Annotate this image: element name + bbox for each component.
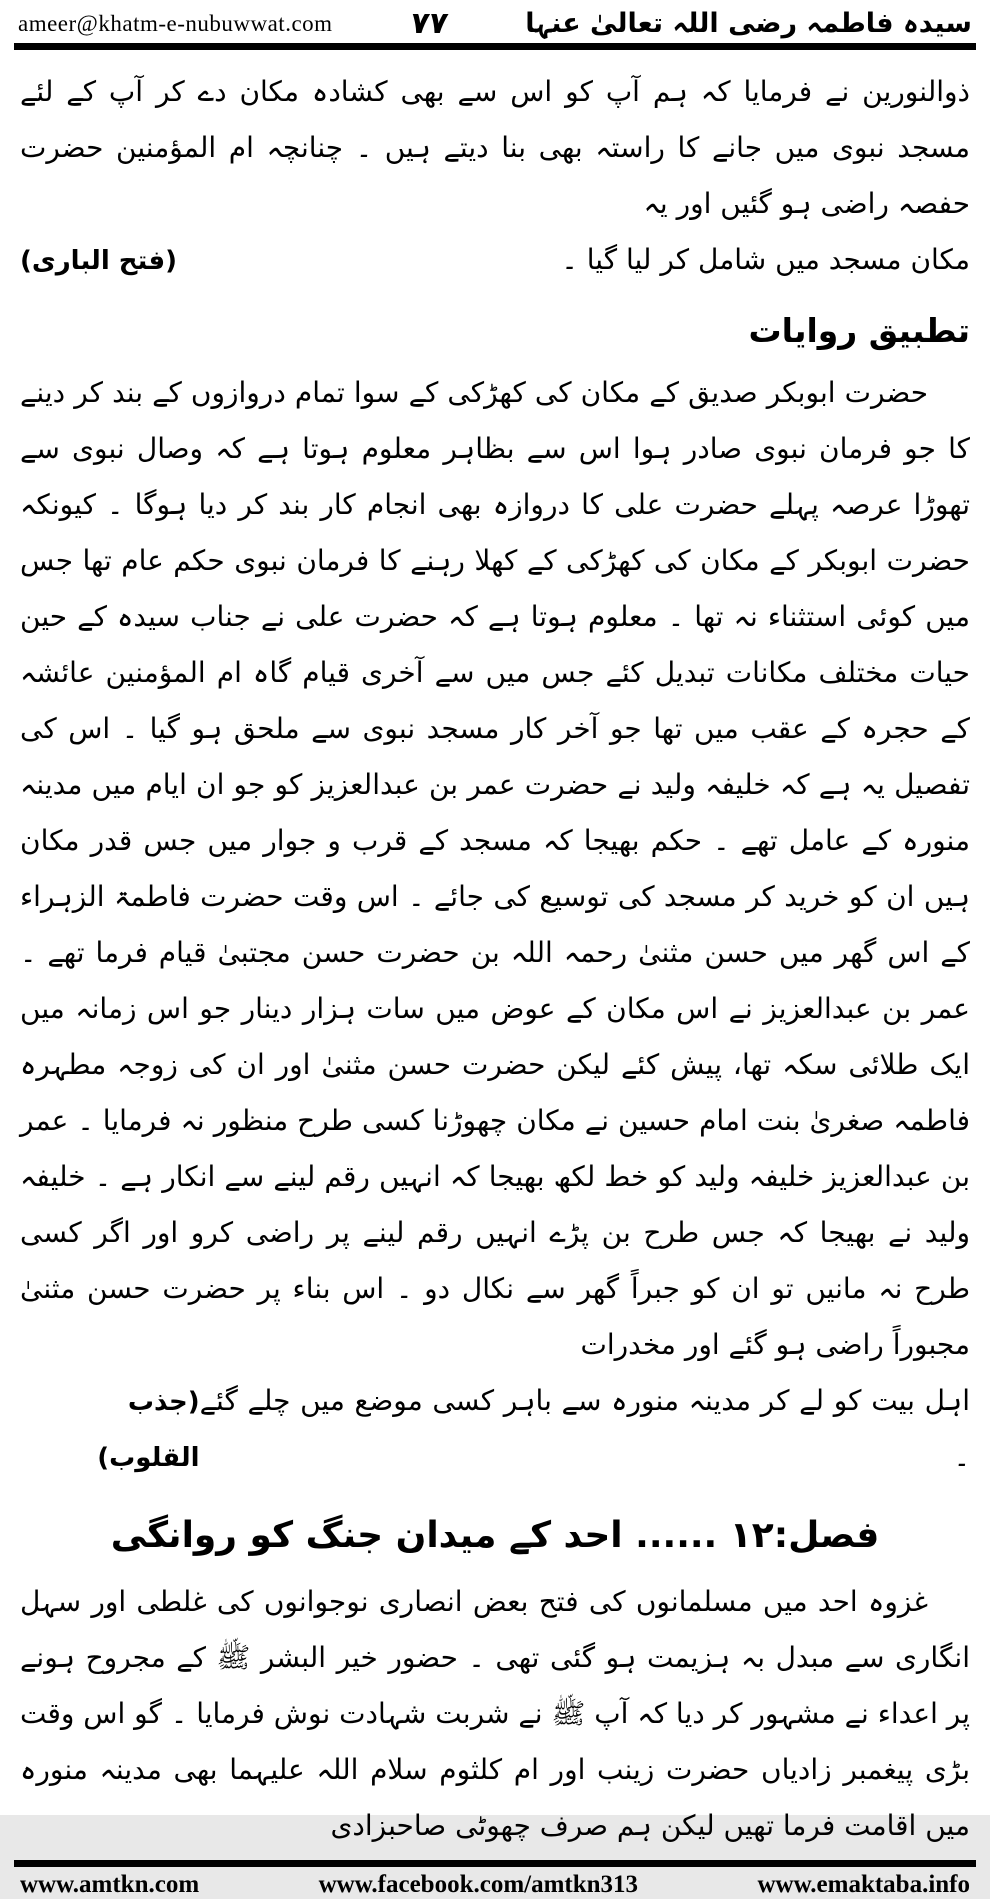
page-number: ۷۷ [408,6,450,41]
paragraph-3: غزوہ احد میں مسلمانوں کی فتح بعض انصاری نوجوانوں کی غلطی اور سہل انگاری سے مبدل بہ ہزیمت ہو گئی تھی ۔ حضور خیر البشر ﷺ کے مجروح ہونے پر اعداء نے مشہور کر دیا کہ آپ ﷺ نے شربت شہادت نوش فرمایا ۔ گو اس وقت بڑی پیغمبر زادیاں حضرت زینب اور ام کلثوم سلام اللہ علیہما بھی مدینہ منورہ میں اقامت فرما تھیں لیکن ہم صرف چھوٹی صاحبزادی [20,1585,970,1842]
paragraph-1-last-line [20,232,970,289]
page-footer [14,1871,976,1899]
paragraph-1-last-text: مکان مسجد میں شامل کر لیا گیا ۔ [561,243,970,276]
section-heading-tatbeeq-riwayat: تطبیق روایات [748,311,970,350]
page-header [14,6,976,41]
footer-divider [14,1860,976,1867]
header-email: ameer@khatm-e-nubuwwat.com [18,10,333,36]
paragraph-2: حضرت ابوبکر صدیق کے مکان کی کھڑکی کے سوا تمام دروازوں کے بند کر دینے کا جو فرمان نبوی صادر ہوا اس سے بظاہر معلوم ہوتا ہے کہ وصال نبوی سے تھوڑا عرصہ پہلے حضرت علی کا دروازہ بھی انجام کار بند کر دیا ہوگا ۔ کیونکہ حضرت ابوبکر کے مکان کی کھڑکی کے کھلا رہنے کا فرمان نبوی حکم عام تھا جس میں کوئی استثناء نہ تھا ۔ معلوم ہوتا ہے کہ حضرت علی نے جناب سیدہ کے حین حیات مختلف مکانات تبدیل کئے جس میں سے آخری قیام گاہ ام المؤمنین عائشہ کے حجرہ کے عقب میں تھا جو آخر کار مسجد نبوی سے ملحق ہو گیا ۔ اس کی تفصیل یہ ہے کہ خلیفہ ولید نے حضرت عمر بن عبدالعزیز کو جو ان ایام میں مدینہ منورہ کے عامل تھے ۔ حکم بھیجا کہ مسجد کے قرب و جوار میں جس قدر مکان ہیں ان کو خرید کر مسجد کی توسیع کی جائے ۔ اس وقت حضرت فاطمۃ الزہراء کے اس گھر میں حسن مثنیٰ رحمہ اللہ بن حضرت حسن مجتبیٰ قیام فرما تھے ۔ عمر بن عبدالعزیز نے اس مکان کے عوض میں سات ہزار دینار جو اس زمانہ میں ایک طلائی سکہ تھا، پیش کئے لیکن حضرت حسن مثنیٰ اور ان کی زوجہ مطہرہ فاطمہ صغریٰ بنت امام حسین نے مکان چھوڑنا کسی طرح منظور نہ فرمایا ۔ عمر بن عبدالعزیز خلیفہ ولید کو خط لکھ بھیجا کہ انہیں رقم لینے سے انکار ہے ۔ خلیفہ ولید نے بھیجا کہ جس طرح بن پڑے انہیں رقم لینے پر راضی کرو اور اگر کسی طرح نہ مانیں تو ان کو جبراً گھر سے نکال دو ۔ اس بناء پر حضرت حسن مثنیٰ مجبوراً راضی ہو گئے اور مخدرات [20,376,970,1361]
paragraph-2-last-text: اہل بیت کو لے کر مدینہ منورہ سے باہر کسی موضع میں چلے گئے ۔ [199,1384,970,1473]
paragraph-1: ذوالنورین نے فرمایا کہ ہم آپ کو اس سے بھی کشادہ مکان دے کر آپ کے لئے مسجد نبوی میں جانے کا راستہ بھی بنا دیتے ہیں ۔ چنانچہ ام المؤمنین حضرت حفصہ راضی ہو گئیں اور یہ [20,75,970,220]
paragraph-2-last-line [20,1373,970,1486]
footer-url-emaktaba: www.emaktaba.info [757,1871,970,1898]
header-divider [14,43,976,50]
footer-url-amtkn: www.amtkn.com [20,1871,200,1898]
reference-jazb-al-quloob: (جذب القلوب) [97,1387,200,1473]
reference-fath-al-bari: (فتح الباری) [20,246,178,276]
page-body [14,56,976,1854]
header-book-title: سیدہ فاطمہ رضی اللہ تعالیٰ عنہا [525,8,972,39]
chapter-heading-fasl-12: فصل:۱۲ ...... احد کے میدان جنگ کو روانگی [110,1515,880,1556]
footer-url-facebook: www.facebook.com/amtkn313 [318,1871,639,1898]
